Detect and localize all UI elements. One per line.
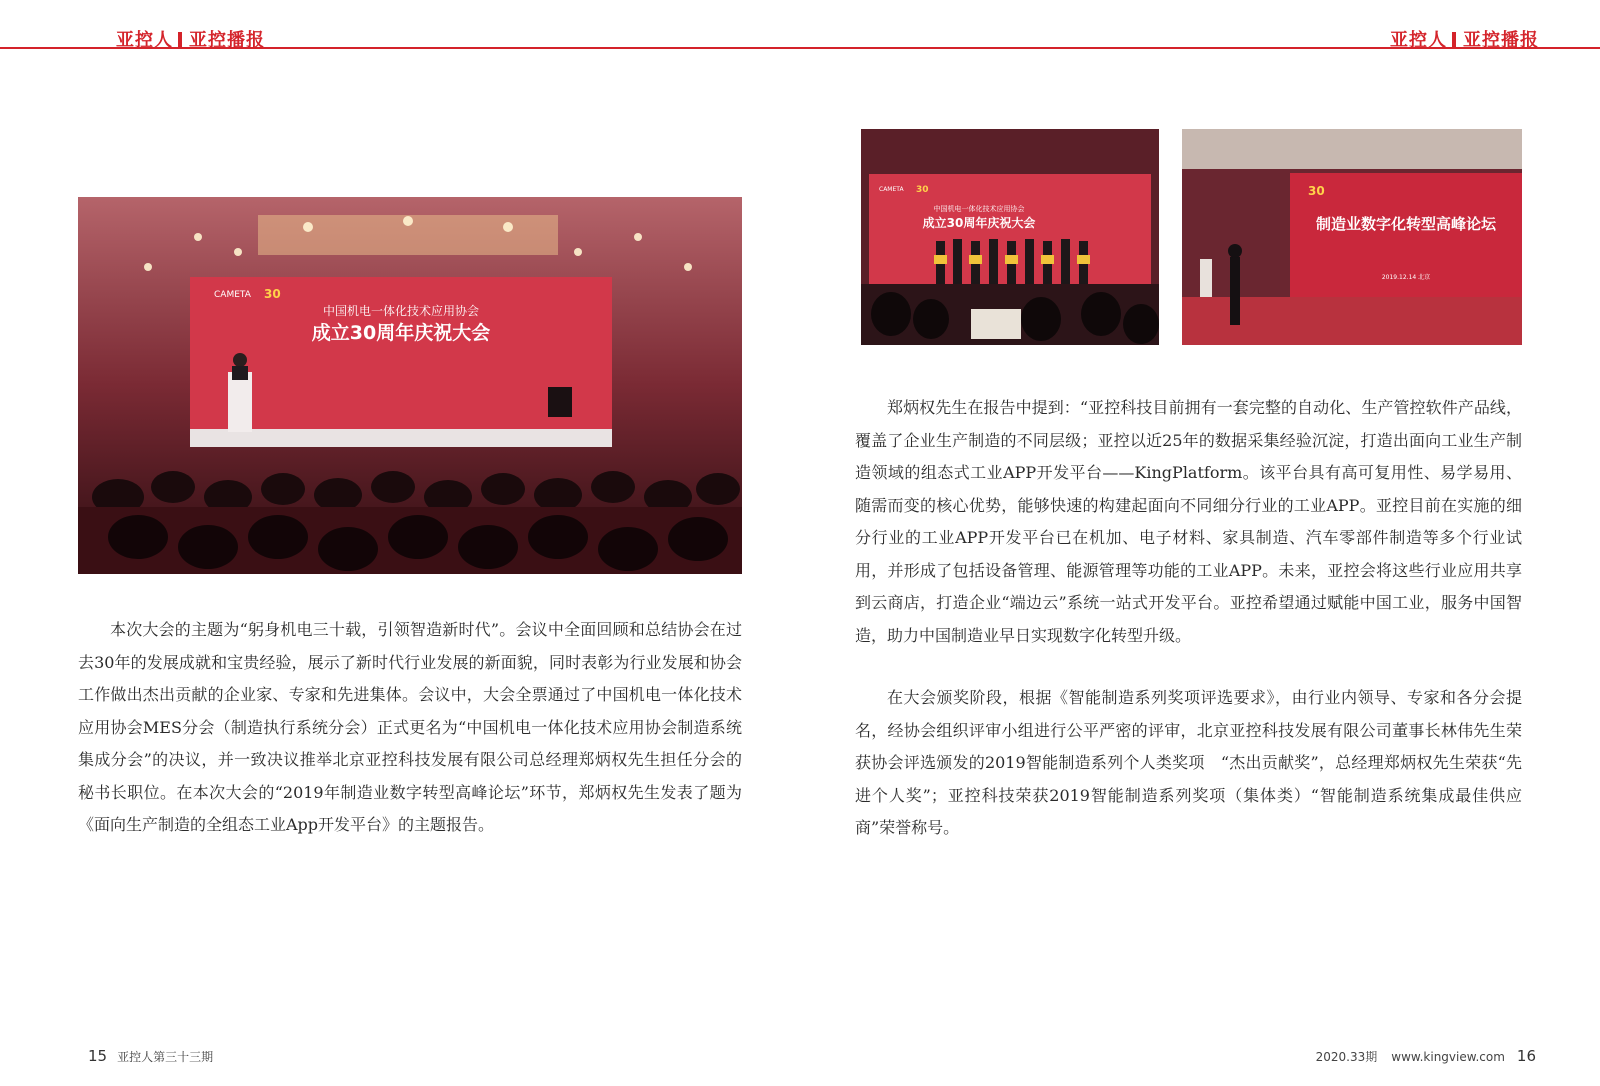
award-ceremony-illustration [861, 129, 1159, 345]
forum-banner-date: 2019.12.14 北京 [1381, 274, 1431, 281]
header-right [1390, 26, 1539, 52]
header-right-column: 亚控播报 [1463, 30, 1539, 51]
footer-right [1316, 1047, 1536, 1065]
header-left-section: 亚控人 [116, 30, 173, 51]
banner-logo-text: CAMETA [214, 290, 251, 300]
right-page-number: 16 [1516, 1047, 1536, 1065]
forum-photo [1182, 129, 1522, 345]
award-banner-line-1: 中国机电一体化技术应用协会 [933, 205, 1025, 213]
footer-website-link[interactable]: www.kingview.com [1391, 1050, 1505, 1064]
award-banner-badge: 30 [916, 185, 929, 195]
award-banner-line-2: 成立30周年庆祝大会 [922, 216, 1036, 230]
conference-hall-illustration [78, 197, 742, 574]
left-body-paragraph: 本次大会的主题为“躬身机电三十载，引领智造新时代”。会议中全面回顾和总结协会在过去30年的发展成就和宝贵经验，展示了新时代行业发展的新面貌，同时表彰为行业发展和协会工作做出杰出贡献的企业家、专家和先进集体。会议中，大会全票通过了中国机电一体化技术应用协会MES分会（制造执行系统分会）正式更名为“中国机电一体化技术应用协会制造系统集成分会”的决议，并一致决议推举北京亚控科技发展有限公司总经理郑炳权先生担任分会的秘书长职位。在本次大会的“2019年制造业数字转型高峰论坛”环节，郑炳权先生发表了题为《面向生产制造的全组态工业App开发平台》的主题报告。 [78, 620, 742, 834]
forum-banner-title: 制造业数字化转型高峰论坛 [1315, 215, 1497, 233]
header-divider [178, 32, 182, 47]
award-banner-logo: CAMETA [879, 186, 904, 193]
footer-issue-title: 亚控人第三十三期 [117, 1050, 214, 1064]
left-page-number: 15 [88, 1047, 108, 1065]
header-left [116, 26, 265, 52]
forum-banner-badge: 30 [1308, 184, 1325, 198]
right-body-paragraph-1: 郑炳权先生在报告中提到：“亚控科技目前拥有一套完整的自动化、生产管控软件产品线，覆盖了企业生产制造的不同层级；亚控以近25年的数据采集经验沉淀，打造出面向工业生产制造领域的组态式工业APP开发平台——KingPlatform。该平台具有高可复用性、易学易用、随需而变的核心优势，能够快速的构建起面向不同细分行业的工业APP。亚控目前在实施的细分行业的工业APP开发平台已在机加、电子材料、家具制造、汽车零部件制造等多个行业试用，并形成了包括设备管理、能源管理等功能的工业APP。未来，亚控会将这些行业应用共享到云商店，打造企业“端边云”系统一站式开发平台。亚控希望通过赋能中国工业，服务中国智造，助力中国制造业早日实现数字化转型升级。 [855, 398, 1522, 645]
award-ceremony-photo [861, 129, 1159, 345]
right-body-paragraph-2: 在大会颁奖阶段，根据《智能制造系列奖项评选要求》，由行业内领导、专家和各分会提名，经协会组织评审小组进行公平严密的评审，北京亚控科技发展有限公司董事长林伟先生荣获协会评选颁发的2019智能制造系列个人类奖项 “杰出贡献奖”，总经理郑炳权先生荣获“先进个人奖”；亚控科技荣获2019智能制造系列奖项（集体类）“智能制造系统集成最佳供应商”荣誉称号。 [855, 688, 1522, 837]
banner-badge: 30 [264, 287, 281, 301]
forum-illustration [1182, 129, 1522, 345]
header-divider [1452, 32, 1456, 47]
banner-line-1: 中国机电一体化技术应用协会 [322, 304, 480, 318]
footer-left [88, 1047, 213, 1065]
conference-hall-photo [78, 197, 742, 574]
header-left-column: 亚控播报 [189, 30, 265, 51]
header-right-section: 亚控人 [1390, 30, 1447, 51]
footer-issue-number: 2020.33期 [1315, 1050, 1378, 1064]
banner-line-2: 成立30周年庆祝大会 [311, 322, 491, 344]
